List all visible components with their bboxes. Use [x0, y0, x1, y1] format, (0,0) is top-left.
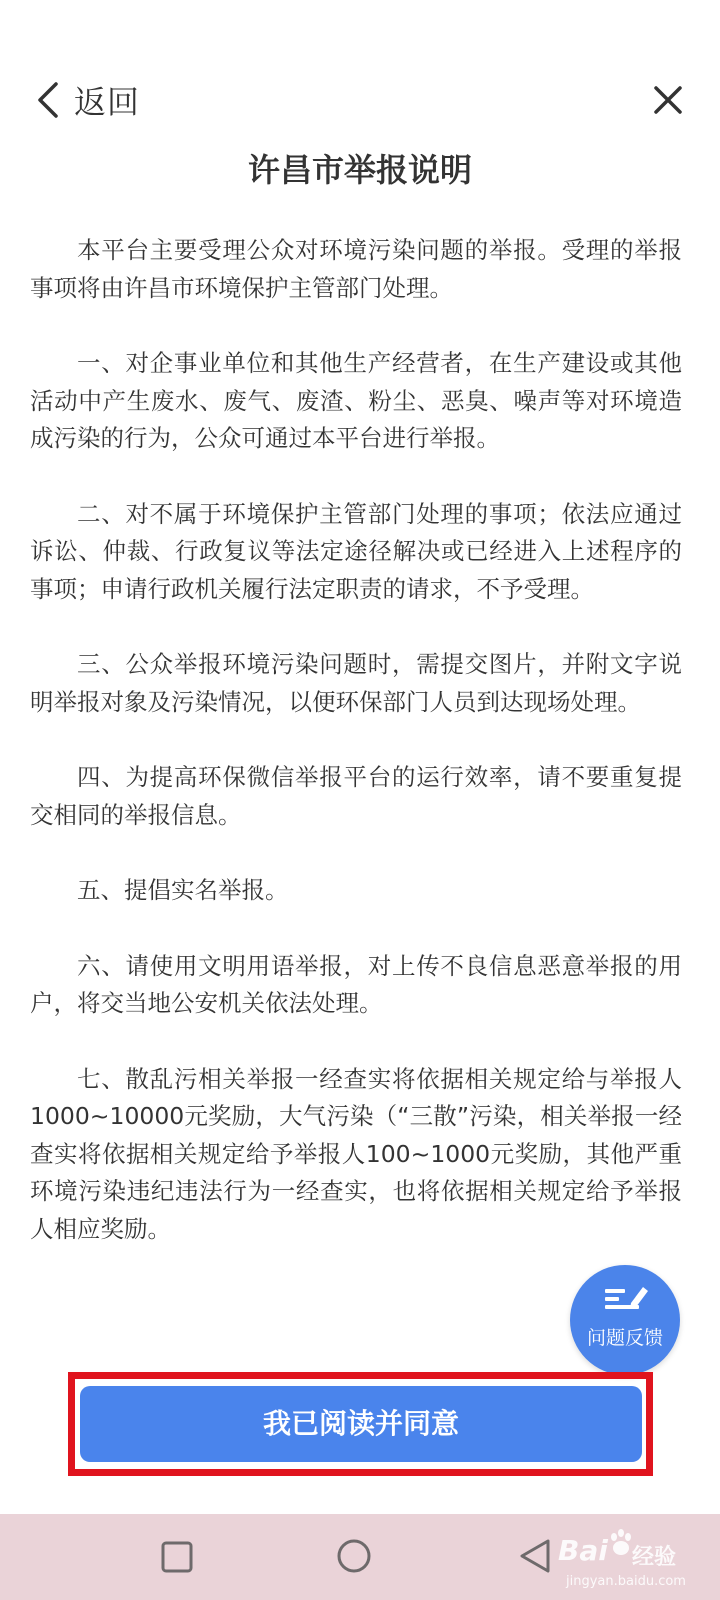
paragraph-intro: 本平台主要受理公众对环境污染问题的举报。受理的举报事项将由许昌市环境保护主管部门处理。	[30, 236, 682, 302]
watermark-label: 经验	[632, 1545, 677, 1570]
chevron-left-icon	[36, 80, 60, 120]
paragraph-3: 三、公众举报环境污染问题时，需提交图片，并附文字说明举报对象及污染情况，以便环保部门人员到达现场处理。	[30, 650, 682, 716]
paragraph-2: 二、对不属于环境保护主管部门处理的事项；依法应通过诉讼、仲裁、行政复议等法定途径解决或已经进入上述程序的事项；申请行政机关履行法定职责的请求，不予受理。	[30, 499, 682, 603]
paragraph-5: 五、提倡实名举报。	[77, 876, 289, 904]
close-button[interactable]	[648, 80, 688, 120]
close-icon	[648, 80, 688, 120]
recents-button[interactable]	[160, 1540, 194, 1574]
watermark-logo: Bai	[558, 1534, 608, 1567]
baidu-jingyan-watermark	[550, 1514, 720, 1600]
triangle-back-icon	[518, 1538, 552, 1574]
home-button[interactable]	[336, 1538, 372, 1574]
agree-button[interactable]: 我已阅读并同意	[80, 1386, 642, 1462]
square-icon	[160, 1540, 194, 1574]
report-description	[30, 232, 682, 1354]
back-label: 返回	[74, 83, 141, 121]
watermark-url: jingyan.baidu.com	[566, 1574, 686, 1589]
paw-icon	[608, 1528, 634, 1562]
feedback-label: 问题反馈	[586, 1327, 663, 1349]
nav-back-button[interactable]	[518, 1538, 552, 1574]
edit-note-icon	[603, 1283, 649, 1319]
paragraph-6: 六、请使用文明用语举报，对上传不良信息恶意举报的用户，将交当地公安机关依法处理。	[30, 951, 682, 1017]
paragraph-7: 七、散乱污相关举报一经查实将依据相关规定给与举报人1000~10000元奖励，大气污染（“三散”污染，相关举报一经查实将依据相关规定给予举报人100~1000元奖励，其他严重环境污染违纪违法行为一经查实，也将依据相关规定给予举报人相应奖励。	[30, 1064, 682, 1243]
back-button[interactable]	[36, 74, 140, 126]
circle-icon	[336, 1538, 372, 1574]
feedback-button[interactable]	[570, 1265, 680, 1375]
paragraph-4: 四、为提高环保微信举报平台的运行效率，请不要重复提交相同的举报信息。	[30, 763, 682, 829]
paragraph-1: 一、对企事业单位和其他生产经营者，在生产建设或其他活动中产生废水、废气、废渣、粉尘、恶臭、噪声等对环境造成污染的行为，公众可通过本平台进行举报。	[30, 349, 682, 452]
header	[0, 60, 720, 140]
page-title: 许昌市举报说明	[247, 151, 472, 189]
